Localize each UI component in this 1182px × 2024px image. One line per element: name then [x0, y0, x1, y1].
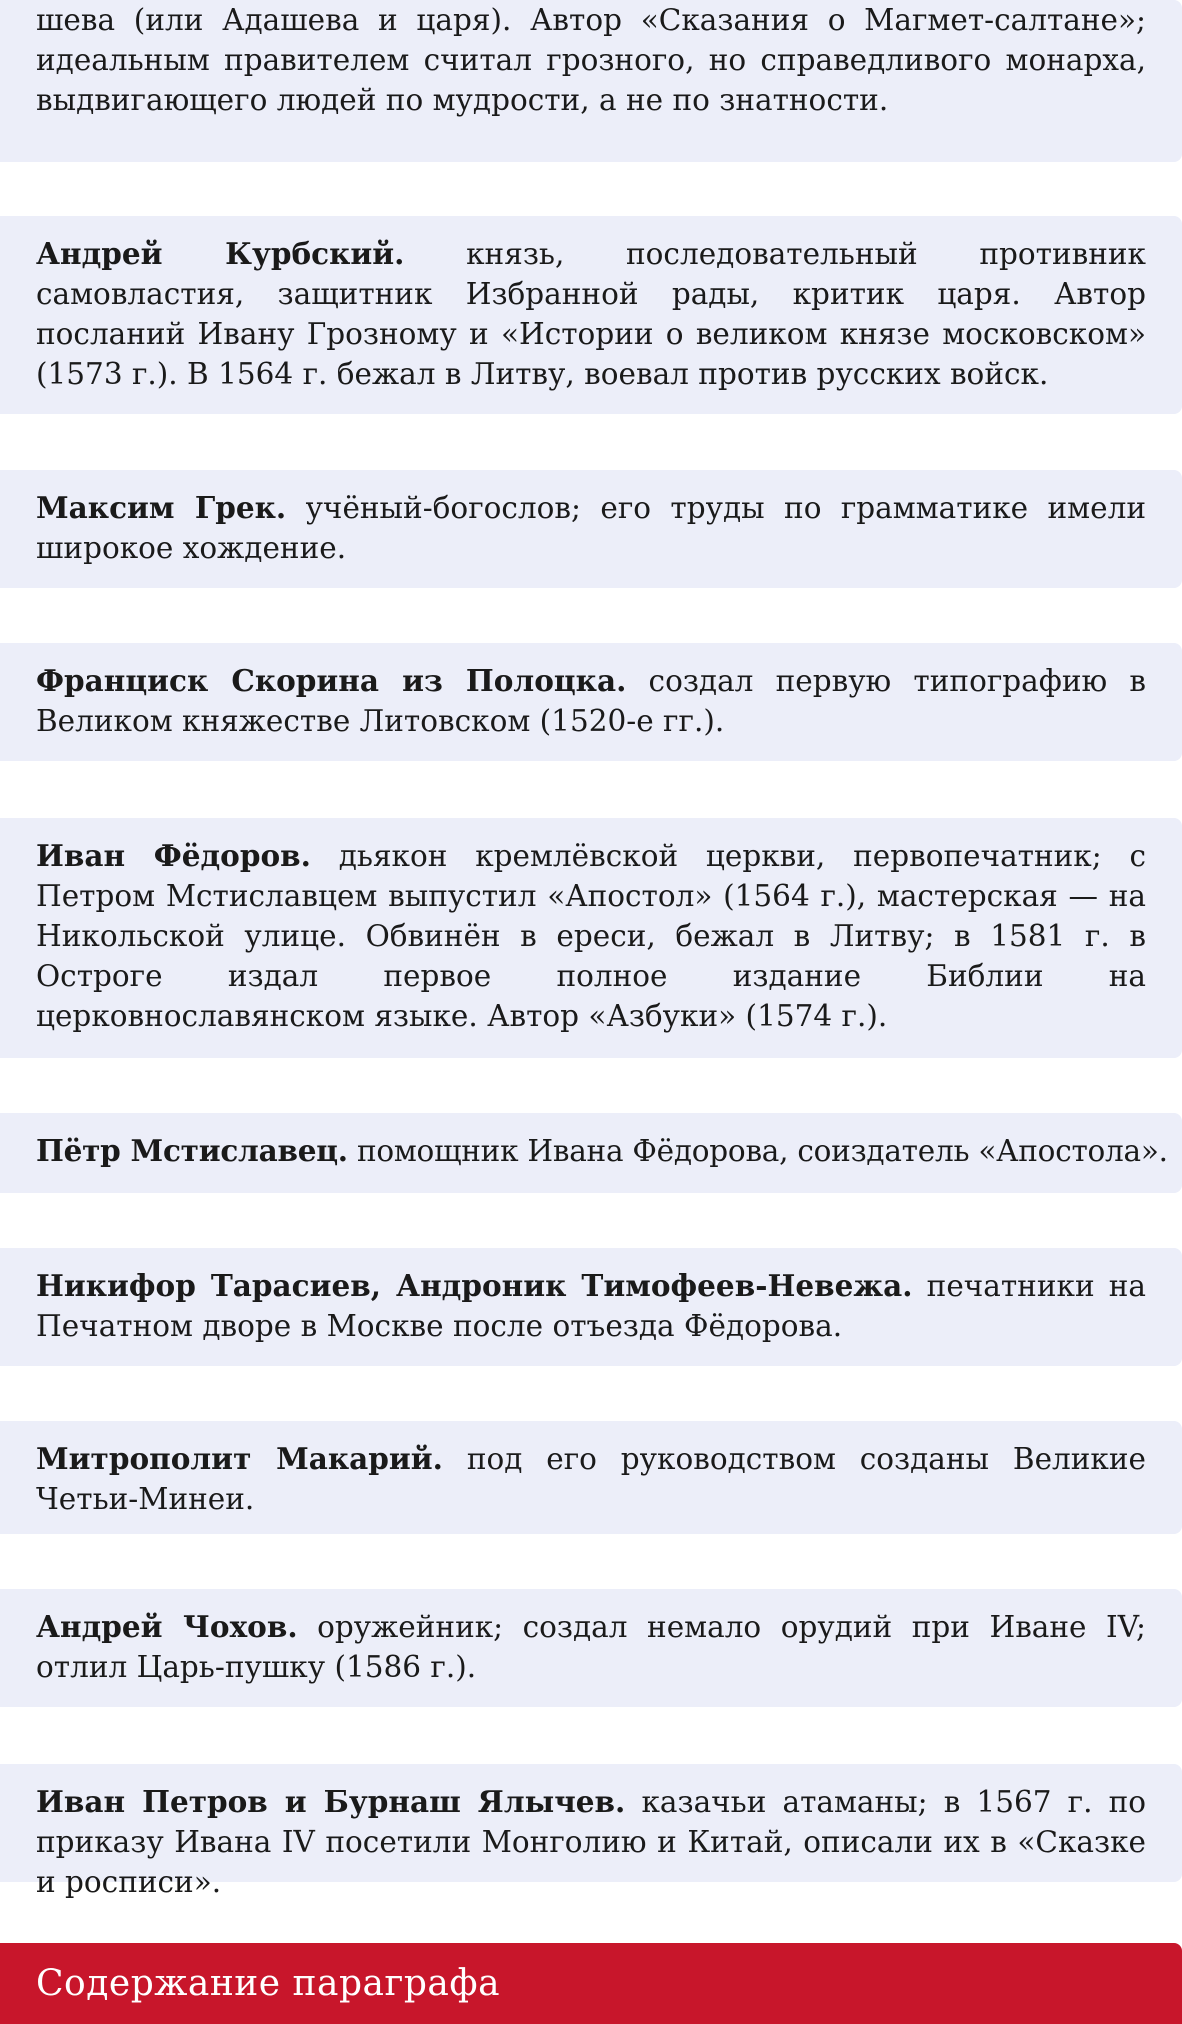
entry-card-mstislavets	[0, 1113, 1182, 1193]
entry-name: Митрополит Макарий.	[36, 1441, 443, 1476]
entry-card-chokhov	[0, 1589, 1182, 1707]
entry-card-adashev	[0, 0, 1182, 162]
entry-card-maxim-grek	[0, 470, 1182, 588]
entry-paragraph	[36, 0, 1146, 120]
entry-card-skorina	[0, 643, 1182, 761]
entry-card-kurbsky	[0, 216, 1182, 414]
entry-paragraph	[36, 1607, 1146, 1687]
entry-description: печатники на Печатном дворе в Москве после отъезда Фёдорова.	[36, 1269, 1146, 1343]
entry-name: Андрей Курбский.	[36, 236, 405, 271]
entry-name: Иван Петров и Бурнаш Ялычев.	[36, 1784, 626, 1819]
entry-description: оружейник; создал немало орудий при Иване IV; отлил Царь-пушку (1586 г.).	[36, 1610, 1146, 1684]
entry-paragraph	[36, 1782, 1146, 1902]
paragraph-contents-button[interactable]	[0, 1943, 1182, 2024]
entry-paragraph	[36, 836, 1146, 1036]
entry-card-makariy	[0, 1421, 1182, 1534]
entry-paragraph	[36, 1131, 1168, 1171]
entry-paragraph	[36, 234, 1146, 394]
entry-paragraph	[36, 1439, 1146, 1519]
entry-description: помощник Ивана Фёдорова, соиздатель «Апостола».	[356, 1134, 1168, 1168]
entry-paragraph	[36, 1266, 1146, 1346]
entry-paragraph	[36, 488, 1146, 568]
entry-description: учёный-богослов; его труды по грамматике имели широкое хождение.	[36, 491, 1146, 565]
entry-card-tarasiev	[0, 1248, 1182, 1366]
entry-name: Франциск Скорина из Полоцка.	[36, 663, 627, 698]
entry-card-petrov-yalychev	[0, 1764, 1182, 1899]
entry-description: шева (или Адашева и царя). Автор «Сказания о Магмет-салтане»; идеальным правителем считал грозного, но справедливого монарха, выдвигающего людей по мудрости, а не по знатности.	[36, 3, 1146, 117]
entry-name: Пётр Мстиславец.	[36, 1133, 348, 1168]
entry-description: казачьи атаманы; в 1567 г. по приказу Ивана IV посетили Монголию и Китай, описали их в «Сказке и росписи».	[36, 1785, 1146, 1899]
entry-card-fedorov	[0, 818, 1182, 1058]
entry-name: Никифор Тарасиев, Андроник Тимофеев-Невежа.	[36, 1268, 913, 1303]
entry-description: дьякон кремлёвской церкви, первопечатник; с Петром Мстиславцем выпустил «Апостол» (1564 г.), мастерская — на Никольской улице. Обвинён в ереси, бежал в Литву; в 1581 г. в Остроге издал первое полное издание Библии на церковнославянском языке. Автор «Азбуки» (1574 г.).	[36, 839, 1146, 1033]
entry-name: Иван Фёдоров.	[36, 838, 311, 873]
entry-description: создал первую типографию в Великом княжестве Литовском (1520-е гг.).	[36, 664, 1146, 738]
entry-description: под его руководством созданы Великие Четьи-Минеи.	[36, 1442, 1146, 1516]
entry-paragraph	[36, 661, 1146, 741]
entry-name: Андрей Чохов.	[36, 1609, 298, 1644]
entry-description: князь, последовательный противник самовластия, защитник Избранной рады, критик царя. Автор посланий Ивану Грозному и «Истории о великом князе московском» (1573 г.). В 1564 г. бежал в Литву, воевал против русских войск.	[36, 237, 1146, 391]
entry-name: Максим Грек.	[36, 490, 287, 525]
footer-title: Содержание параграфа	[36, 1963, 501, 2004]
